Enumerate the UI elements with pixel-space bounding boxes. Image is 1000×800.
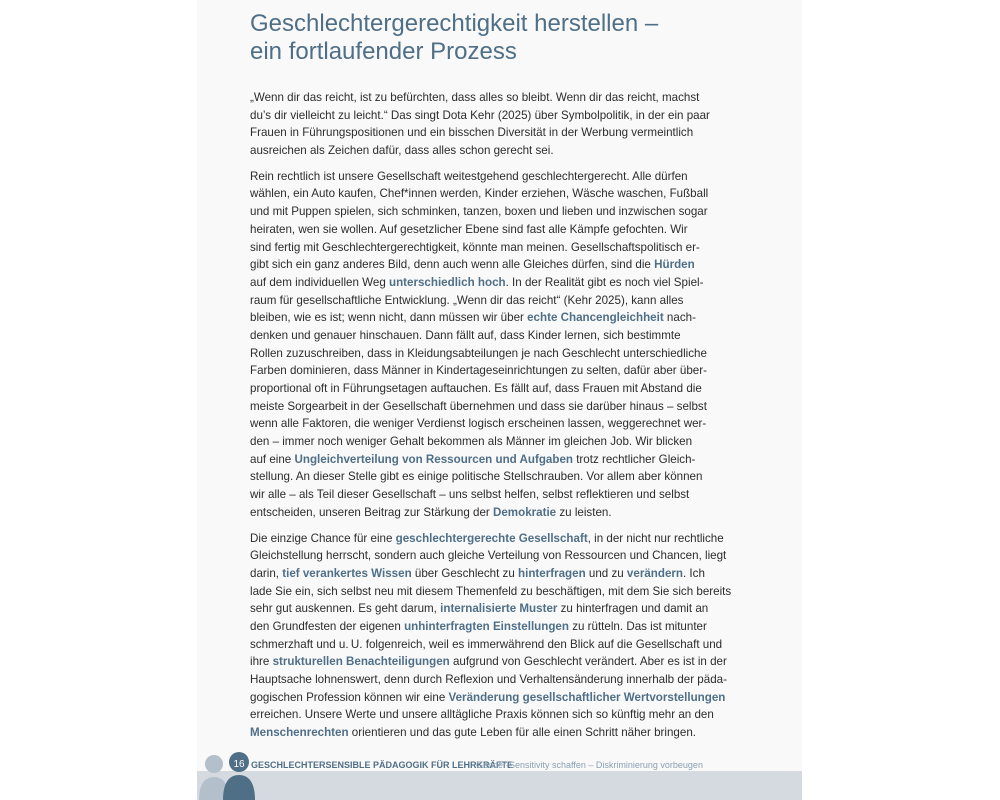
text-line xyxy=(250,468,738,486)
text-line xyxy=(250,671,738,689)
text-segment: und mit Puppen spielen, sich schminken, tanzen, boxen und lieben und inzwischen sogar xyxy=(250,205,708,219)
text-segment: Hauptsache lohnenswert, denn durch Reflexion und Verhaltensänderung innerhalb der päda- xyxy=(250,673,727,686)
text-segment: schmerzhaft und u. U. folgenreich, weil es immerwährend den Blick auf die Gesellschaft und xyxy=(250,637,723,651)
page-title xyxy=(250,10,730,66)
text-segment: gogischen Profession können wir eine xyxy=(250,690,449,704)
text-segment: . In der Realität gibt es noch viel Spiel- xyxy=(505,275,704,289)
text-segment: meiste Sorgearbeit in der Gesellschaft übernehmen und dass sie darüber hinaus – selbst xyxy=(250,399,707,413)
text-line xyxy=(250,415,738,433)
text-line xyxy=(250,504,738,522)
highlighted-term: Veränderung gesellschaftlicher Wertvorstellungen xyxy=(448,690,726,704)
text-segment: ihre xyxy=(250,655,273,669)
highlighted-term: internalisierte Muster xyxy=(440,602,558,616)
text-line xyxy=(250,327,738,345)
text-segment: zu leisten. xyxy=(556,505,612,519)
text-segment: aufgrund von Geschlecht verändert. Aber es ist in der xyxy=(449,655,727,669)
text-segment: Farben dominieren, dass Männer in Kindertageseinrichtungen zu selten, dafür aber über- xyxy=(250,364,707,378)
text-line xyxy=(250,706,738,724)
text-line xyxy=(250,107,738,125)
text-segment: wenn alle Faktoren, die weniger Verdienst logisch erscheinen lassen, weggerechnet wer- xyxy=(250,417,707,431)
text-segment: trotz rechtlicher Gleich- xyxy=(572,452,696,466)
footer-bar xyxy=(197,771,802,800)
text-segment: erreichen. Unsere Werte und unsere alltägliche Praxis können sich so künftig mehr an den xyxy=(250,708,714,722)
text-segment: proportional oft in Führungsetagen auftauchen. Es fällt auf, dass Frauen mit Abstand die xyxy=(250,382,702,395)
text-line xyxy=(250,724,738,742)
text-segment: du’s dir vielleicht zu leicht.“ Das singt Dota Kehr (2025) über Symbolpolitik, in der ein paar xyxy=(250,108,710,122)
highlighted-term: unhinterfragten Einstellungen xyxy=(404,619,569,633)
text-segment: wählen, ein Auto kaufen, Chef*innen werden, Kinder erziehen, Wäsche waschen, Fußball xyxy=(250,187,709,201)
text-segment: zu hinterfragen und damit an xyxy=(557,602,709,616)
text-line xyxy=(250,547,738,565)
text-line xyxy=(250,274,738,292)
text-line xyxy=(250,433,738,451)
text-line xyxy=(250,451,738,469)
text-segment: zu rütteln. Das ist mitunter xyxy=(568,619,707,633)
text-line xyxy=(250,256,738,274)
people-silhouette-icon xyxy=(197,748,267,800)
text-segment: Rein rechtlich ist unsere Gesellschaft weitestgehend geschlechtergerecht. Alle dürfen xyxy=(250,169,688,183)
highlighted-term: unterschiedlich hoch xyxy=(389,275,506,289)
text-segment: darin, xyxy=(250,566,283,580)
text-line xyxy=(250,203,738,221)
text-segment: sind fertig mit Geschlechtergerechtigkeit, könnte man meinen. Gesellschaftspolitisch er- xyxy=(250,240,700,254)
text-segment: stellung. An dieser Stelle gibt es einige politische Stellschrauben. Vor allem aber können xyxy=(250,470,703,484)
text-line xyxy=(250,653,738,671)
text-line xyxy=(250,362,738,380)
footer-subtitle: Gender-Sensitivity schaffen – Diskriminierung vorbeugen xyxy=(476,760,703,770)
highlighted-term: geschlechtergerechte Gesellschaft xyxy=(395,531,588,545)
text-segment: gibt sich ein ganz anderes Bild, denn auch wenn alle Gleiches dürfen, sind die xyxy=(250,258,655,272)
text-line xyxy=(250,124,738,142)
text-line xyxy=(250,221,738,239)
text-line xyxy=(250,89,738,107)
body-text xyxy=(250,89,738,750)
text-line xyxy=(250,292,738,310)
text-line xyxy=(250,380,738,398)
text-segment: und zu xyxy=(585,566,627,580)
text-segment: nach- xyxy=(663,311,696,325)
paragraph xyxy=(250,530,738,742)
highlighted-term: echte Chancengleichheit xyxy=(527,311,664,325)
text-line xyxy=(250,309,738,327)
paragraph xyxy=(250,89,738,160)
text-line xyxy=(250,530,738,548)
text-segment: Die einzige Chance für eine xyxy=(250,531,396,545)
text-segment: Rollen zuzuschreiben, dass in Kleidungsabteilungen je nach Geschlecht unterschiedliche xyxy=(250,346,707,360)
text-line xyxy=(250,142,738,160)
text-segment: „Wenn dir das reicht, ist zu befürchten, dass alles so bleibt. Wenn dir das reicht, machst xyxy=(250,91,700,104)
text-line xyxy=(250,239,738,257)
text-segment: sehr gut auskennen. Es geht darum, xyxy=(250,602,441,616)
text-segment: heiraten, wen sie wollen. Auf gesetzlicher Ebene sind fast alle Kämpfe gefochten. Wir xyxy=(250,222,688,236)
highlighted-term: Ungleichverteilung von Ressourcen und Aufgaben xyxy=(294,452,573,466)
page-title-line-2: ein fortlaufender Prozess xyxy=(250,38,517,65)
highlighted-term: Menschenrechten xyxy=(250,726,349,740)
text-segment: denken und genauer hinschauen. Dann fällt auf, dass Kinder lernen, sich bestimmte xyxy=(250,328,681,342)
text-line xyxy=(250,689,738,707)
text-segment: orientieren und das gute Leben für alle einen Schritt näher bringen. xyxy=(348,726,696,740)
text-segment: bleiben, wie es ist; wenn nicht, dann müssen wir über xyxy=(250,311,528,325)
text-segment: Gleichstellung herrscht, sondern auch gleiche Verteilung von Ressourcen und Chancen, liegt xyxy=(250,549,727,563)
highlighted-term: verändern xyxy=(626,566,683,580)
highlighted-term: Demokratie xyxy=(492,505,557,519)
text-line xyxy=(250,583,738,601)
text-line xyxy=(250,600,738,618)
text-line xyxy=(250,618,738,636)
text-segment: über Geschlecht zu xyxy=(411,566,519,580)
text-line xyxy=(250,636,738,654)
text-line xyxy=(250,168,738,186)
text-segment: entscheiden, unseren Beitrag zur Stärkung der xyxy=(250,505,493,519)
highlighted-term: tief verankertes Wissen xyxy=(282,566,412,580)
footer-title: GESCHLECHTERSENSIBLE PÄDAGOGIK FÜR LEHRKRÄFTE xyxy=(251,760,514,770)
text-line xyxy=(250,185,738,203)
text-segment: . Ich xyxy=(682,566,705,580)
text-segment: den Grundfesten der eigenen xyxy=(250,619,405,633)
text-segment: raum für gesellschaftliche Entwicklung. „Wenn dir das reicht“ (Kehr 2025), kann alles xyxy=(250,293,684,307)
text-segment: auf eine xyxy=(250,452,295,466)
text-line xyxy=(250,345,738,363)
highlighted-term: strukturellen Benachteiligungen xyxy=(272,655,450,669)
text-segment: , in der nicht nur rechtliche xyxy=(587,531,724,545)
page-number: 16 xyxy=(233,759,245,770)
text-segment: den – immer noch weniger Gehalt bekommen als Männer im gleichen Job. Wir blicken xyxy=(250,435,693,449)
paragraph xyxy=(250,168,738,522)
page-title-line-1: Geschlechtergerechtigkeit herstellen – xyxy=(250,10,659,37)
text-line xyxy=(250,486,738,504)
highlighted-term: hinterfragen xyxy=(518,566,586,580)
text-segment: wir alle – als Teil dieser Gesellschaft – uns selbst helfen, selbst reflektieren und selbst xyxy=(250,488,690,502)
text-segment: ausreichen als Zeichen dafür, dass alles schon gerecht sei. xyxy=(250,144,554,158)
text-line xyxy=(250,565,738,583)
text-line xyxy=(250,398,738,416)
highlighted-term: Hürden xyxy=(654,258,695,272)
text-segment: Frauen in Führungspositionen und ein bisschen Diversität in der Werbung vermeintlich xyxy=(250,126,694,140)
text-segment: auf dem individuellen Weg xyxy=(250,275,389,289)
text-segment: lade Sie ein, sich selbst neu mit diesem Themenfeld zu beschäftigen, mit dem Sie sich bereits xyxy=(250,584,732,598)
